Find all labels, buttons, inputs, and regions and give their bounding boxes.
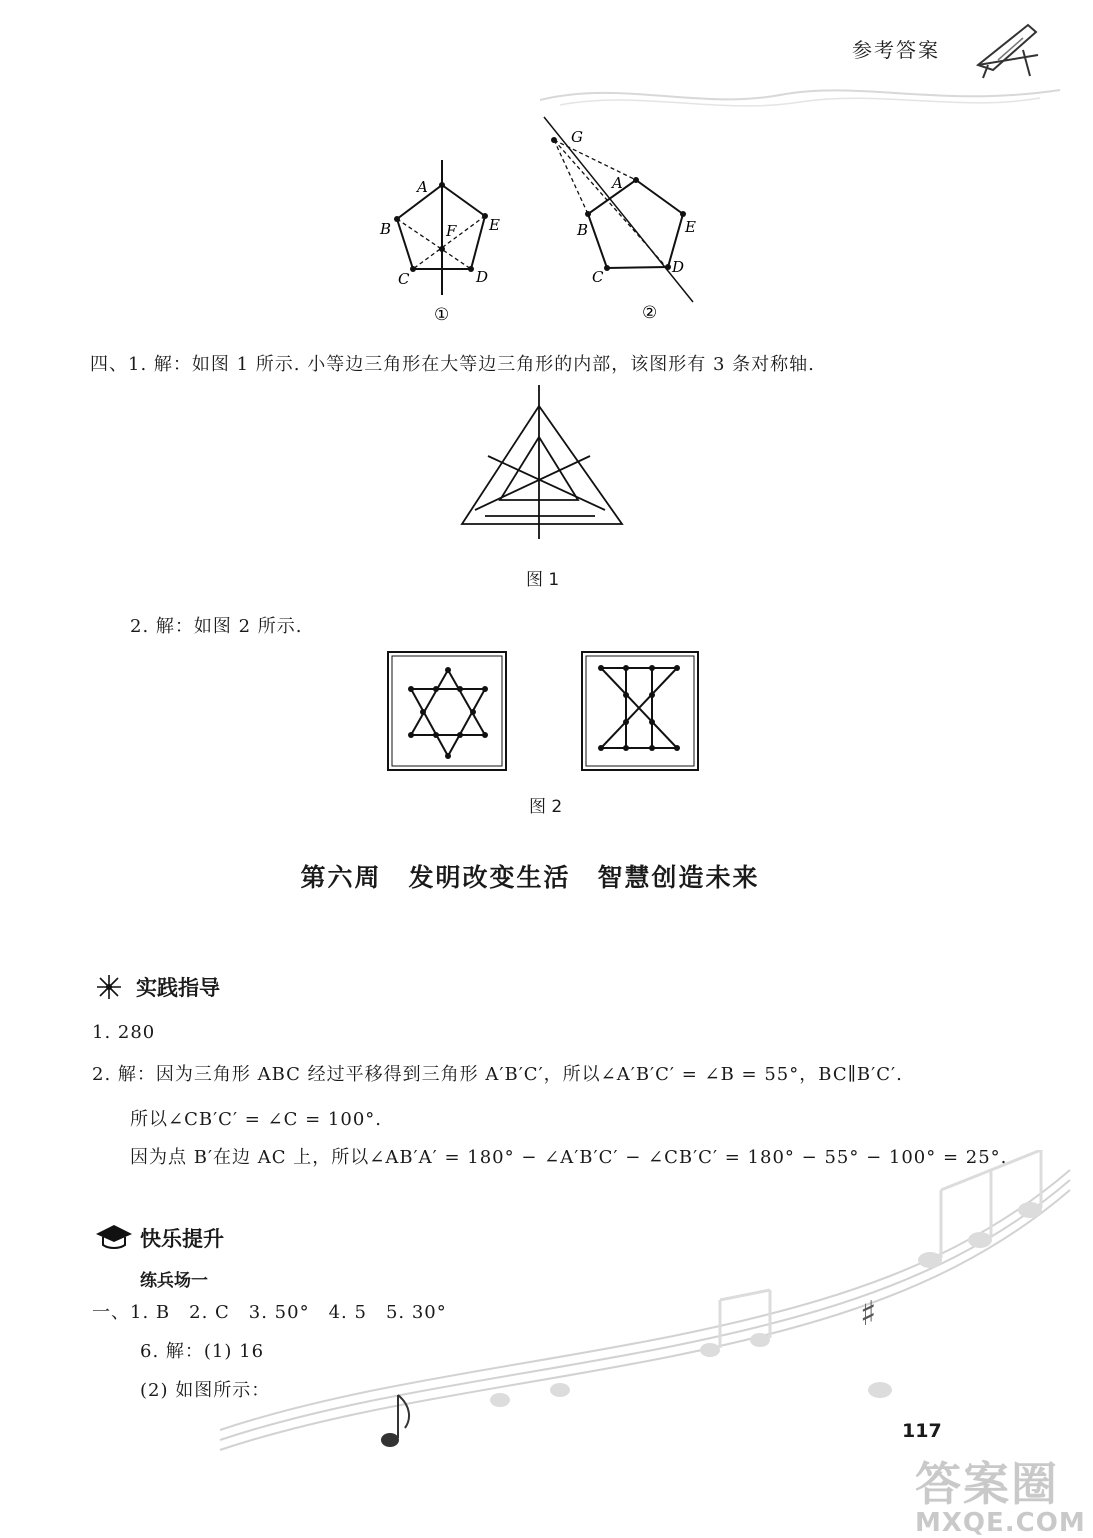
q4-item1: 四、1. 解：如图 1 所示. 小等边三角形在大等边三角形的内部，该图形有 3 条对称轴.	[90, 354, 815, 375]
point-label-G: G	[571, 128, 583, 146]
pentagon-figure-1	[379, 160, 500, 325]
watermark-line-1: 答案圈	[915, 1457, 1059, 1511]
grid-figures-2	[386, 650, 706, 772]
figure-label-1: ①	[434, 305, 450, 325]
practice-answer-1: 1. 280	[92, 1022, 156, 1043]
practice-answer-3: 所以∠CB′C′ = ∠C = 100°.	[130, 1109, 383, 1130]
star-figure	[388, 652, 506, 770]
point-label-D: D	[672, 258, 685, 276]
point-label-C: C	[398, 270, 410, 288]
watermark	[915, 1448, 1086, 1538]
pentagon-figures	[370, 112, 710, 330]
sparkle-icon	[92, 972, 126, 1002]
header-title: 参考答案	[852, 38, 940, 62]
hourglass-figure	[582, 652, 698, 770]
practice-answer-4: 因为点 B′在边 AC 上，所以∠AB′A′ = 180° − ∠A′B′C′ − ∠CB′C′ = 180° − 55° − 100° = 25°.	[130, 1147, 1008, 1168]
point-label-F: F	[446, 222, 457, 240]
pentagon-outline	[588, 180, 683, 268]
svg-text:♯: ♯	[860, 1294, 877, 1334]
point-label-D: D	[476, 268, 489, 286]
graduation-cap-icon	[94, 1222, 134, 1250]
point-label-E: E	[489, 216, 500, 234]
page-number: 117	[902, 1420, 942, 1442]
improve-answer-3: (2) 如图所示：	[140, 1380, 271, 1401]
point-label-B: B	[380, 220, 392, 238]
music-notes-decoration	[200, 1150, 1080, 1470]
point-label-C: C	[592, 268, 604, 286]
improve-answer-1: 一、1. B 2. C 3. 50° 4. 5 5. 30°	[92, 1302, 447, 1323]
improve-answer-2: 6. 解：(1) 16	[140, 1341, 265, 1362]
point-label-B: B	[577, 221, 589, 239]
practice-heading: 实践指导	[136, 976, 220, 1000]
point-label-A: A	[612, 174, 623, 192]
point-label-E: E	[685, 218, 696, 236]
figure-label-2: ②	[642, 303, 658, 323]
figure-2-caption: 图 2	[529, 797, 563, 817]
chapter-title: 第六周 发明改变生活 智慧创造未来	[300, 863, 760, 892]
beach-chair-icon	[968, 10, 1048, 85]
practice-answer-2: 2. 解：因为三角形 ABC 经过平移得到三角形 A′B′C′，所以∠A′B′C′ = ∠B = 55°，BC∥B′C′.	[92, 1064, 903, 1085]
figure-1-caption: 图 1	[526, 570, 560, 590]
point-label-A: A	[417, 178, 428, 196]
improve-heading: 快乐提升	[140, 1227, 224, 1251]
improve-subheading: 练兵场一	[140, 1271, 208, 1291]
triangles-figure-1	[455, 382, 630, 542]
pentagon-figure-2	[544, 117, 696, 323]
q4-item2: 2. 解：如图 2 所示.	[130, 616, 303, 637]
watermark-line-2: MXQE.COM	[915, 1508, 1086, 1538]
